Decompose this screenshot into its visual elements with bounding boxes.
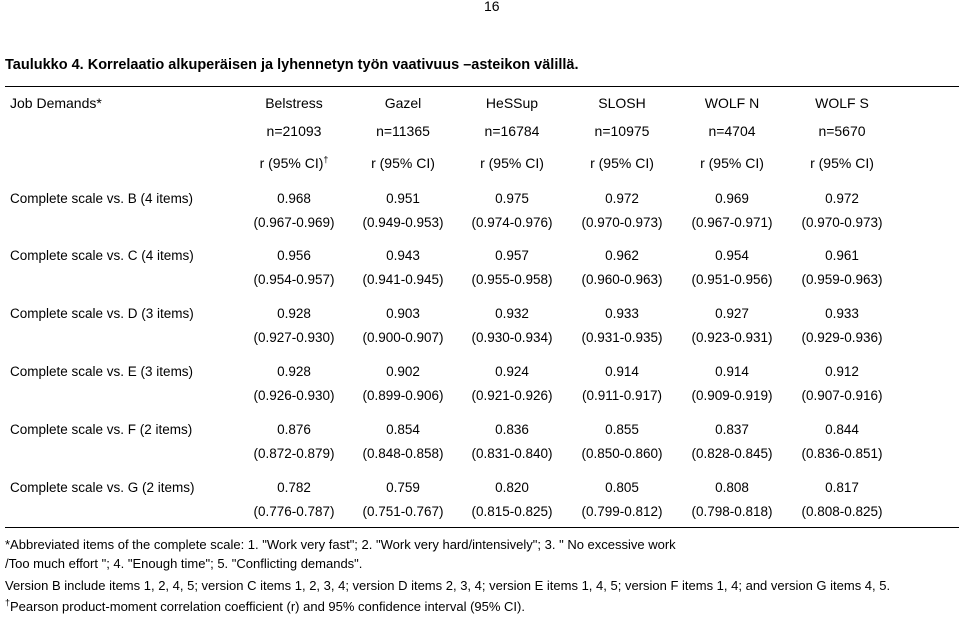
confidence-interval: (0.799-0.812)	[581, 504, 663, 519]
confidence-interval: (0.930-0.934)	[471, 330, 553, 345]
column-name: SLOSH	[598, 95, 646, 111]
column-stat-text: r (95% CI)	[371, 155, 435, 171]
confidence-interval: (0.955-0.958)	[471, 272, 553, 287]
confidence-interval: (0.909-0.919)	[691, 388, 773, 403]
confidence-interval: (0.872-0.879)	[253, 446, 335, 461]
column-n: n=21093	[266, 123, 322, 139]
row-label: Complete scale vs. C (4 items)	[10, 248, 194, 263]
correlation-value: 0.902	[386, 364, 420, 379]
confidence-interval: (0.831-0.840)	[471, 446, 553, 461]
confidence-interval: (0.923-0.931)	[691, 330, 773, 345]
confidence-interval: (0.921-0.926)	[471, 388, 553, 403]
confidence-interval: (0.929-0.936)	[801, 330, 883, 345]
correlation-value: 0.951	[386, 191, 420, 206]
column-stat-text: r (95% CI)	[810, 155, 874, 171]
correlation-value: 0.969	[715, 191, 749, 206]
dagger-mark: †	[323, 154, 329, 165]
correlation-value: 0.956	[277, 248, 311, 263]
correlation-value: 0.943	[386, 248, 420, 263]
footnote-abbreviations-line2: /Too much effort "; 4. "Enough time"; 5. "Conflicting demands".	[5, 556, 363, 571]
footnote-pearson	[5, 599, 525, 614]
confidence-interval: (0.848-0.858)	[362, 446, 444, 461]
confidence-interval: (0.911-0.917)	[581, 388, 663, 403]
confidence-interval: (0.808-0.825)	[801, 504, 883, 519]
confidence-interval: (0.776-0.787)	[253, 504, 335, 519]
confidence-interval: (0.926-0.930)	[253, 388, 335, 403]
correlation-value: 0.912	[825, 364, 859, 379]
confidence-interval: (0.836-0.851)	[801, 446, 883, 461]
correlation-value: 0.957	[495, 248, 529, 263]
column-n: n=11365	[376, 123, 430, 139]
column-stat-text: r (95% CI)	[700, 155, 764, 171]
correlation-value: 0.924	[495, 364, 529, 379]
confidence-interval: (0.967-0.969)	[253, 215, 335, 230]
footnote-pearson-text: Pearson product-moment correlation coefficient (r) and 95% confidence interval (95% CI).	[10, 599, 525, 614]
confidence-interval: (0.949-0.953)	[362, 215, 444, 230]
confidence-interval: (0.970-0.973)	[801, 215, 883, 230]
correlation-value: 0.914	[715, 364, 749, 379]
column-name: HeSSup	[485, 95, 539, 111]
column-stat-text: r (95% CI)	[259, 155, 324, 171]
correlation-value: 0.961	[825, 248, 859, 263]
row-label: Complete scale vs. B (4 items)	[10, 191, 194, 206]
confidence-interval: (0.967-0.971)	[691, 215, 773, 230]
table-title: Taulukko 4. Korrelaatio alkuperäisen ja lyhennetyn työn vaativuus –asteikon välillä.	[5, 57, 579, 73]
correlation-value: 0.968	[277, 191, 311, 206]
column-stat	[672, 155, 792, 171]
correlation-value: 0.914	[605, 364, 639, 379]
dagger-mark: †	[5, 597, 11, 608]
correlation-value: 0.854	[386, 422, 420, 437]
confidence-interval: (0.931-0.935)	[581, 330, 663, 345]
column-name: Gazel	[384, 95, 422, 111]
confidence-interval: (0.974-0.976)	[471, 215, 553, 230]
correlation-value: 0.759	[386, 480, 420, 495]
confidence-interval: (0.798-0.818)	[691, 504, 773, 519]
correlation-value: 0.855	[605, 422, 639, 437]
confidence-interval: (0.941-0.945)	[362, 272, 444, 287]
correlation-value: 0.962	[605, 248, 639, 263]
column-stat	[234, 155, 354, 171]
correlation-value: 0.805	[605, 480, 639, 495]
correlation-value: 0.782	[277, 480, 311, 495]
column-stat	[452, 155, 572, 171]
correlation-value: 0.933	[605, 306, 639, 321]
correlation-value: 0.817	[825, 480, 859, 495]
row-label: Complete scale vs. G (2 items)	[10, 480, 195, 495]
confidence-interval: (0.907-0.916)	[801, 388, 883, 403]
correlation-value: 0.820	[495, 480, 529, 495]
column-n: n=16784	[484, 123, 540, 139]
correlation-value: 0.927	[715, 306, 749, 321]
column-name: Belstress	[265, 95, 323, 111]
column-name: WOLF N	[704, 95, 760, 111]
correlation-value: 0.808	[715, 480, 749, 495]
correlation-value: 0.933	[825, 306, 859, 321]
correlation-value: 0.836	[495, 422, 529, 437]
row-label: Complete scale vs. F (2 items)	[10, 422, 193, 437]
footnote-versions: Version B include items 1, 2, 4, 5; version C items 1, 2, 3, 4; version D items 2, 3, 4; version E items 1, 4, 5; version F items 1, 4; and version G items 4, 5.	[5, 578, 891, 593]
confidence-interval: (0.751-0.767)	[362, 504, 444, 519]
correlation-value: 0.928	[277, 364, 311, 379]
confidence-interval: (0.828-0.845)	[691, 446, 773, 461]
page-number: 16	[484, 0, 500, 14]
column-name: WOLF S	[815, 95, 869, 111]
bottom-rule	[5, 527, 959, 528]
column-n: n=10975	[594, 123, 650, 139]
confidence-interval: (0.899-0.906)	[362, 388, 444, 403]
correlation-value: 0.876	[277, 422, 311, 437]
row-label: Complete scale vs. E (3 items)	[10, 364, 194, 379]
correlation-value: 0.844	[825, 422, 859, 437]
column-stat-text: r (95% CI)	[590, 155, 654, 171]
column-stat	[343, 155, 463, 171]
correlation-value: 0.928	[277, 306, 311, 321]
confidence-interval: (0.954-0.957)	[253, 272, 335, 287]
column-stat-text: r (95% CI)	[480, 155, 544, 171]
confidence-interval: (0.927-0.930)	[253, 330, 335, 345]
correlation-value: 0.932	[495, 306, 529, 321]
corner-label: Job Demands*	[10, 95, 102, 111]
correlation-value: 0.972	[605, 191, 639, 206]
confidence-interval: (0.951-0.956)	[691, 272, 773, 287]
top-rule	[5, 86, 959, 87]
correlation-value: 0.837	[715, 422, 749, 437]
confidence-interval: (0.815-0.825)	[471, 504, 553, 519]
footnote-abbreviations-line1: *Abbreviated items of the complete scale: 1. "Work very fast"; 2. "Work very hard/intensively"; 3. " No excessive work	[5, 537, 676, 552]
column-n: n=5670	[818, 123, 866, 139]
row-label: Complete scale vs. D (3 items)	[10, 306, 194, 321]
confidence-interval: (0.959-0.963)	[801, 272, 883, 287]
confidence-interval: (0.970-0.973)	[581, 215, 663, 230]
column-n: n=4704	[708, 123, 756, 139]
correlation-value: 0.903	[386, 306, 420, 321]
confidence-interval: (0.850-0.860)	[581, 446, 663, 461]
column-stat	[782, 155, 902, 171]
confidence-interval: (0.960-0.963)	[581, 272, 663, 287]
confidence-interval: (0.900-0.907)	[362, 330, 444, 345]
column-stat	[562, 155, 682, 171]
correlation-value: 0.975	[495, 191, 529, 206]
correlation-value: 0.972	[825, 191, 859, 206]
correlation-value: 0.954	[715, 248, 749, 263]
